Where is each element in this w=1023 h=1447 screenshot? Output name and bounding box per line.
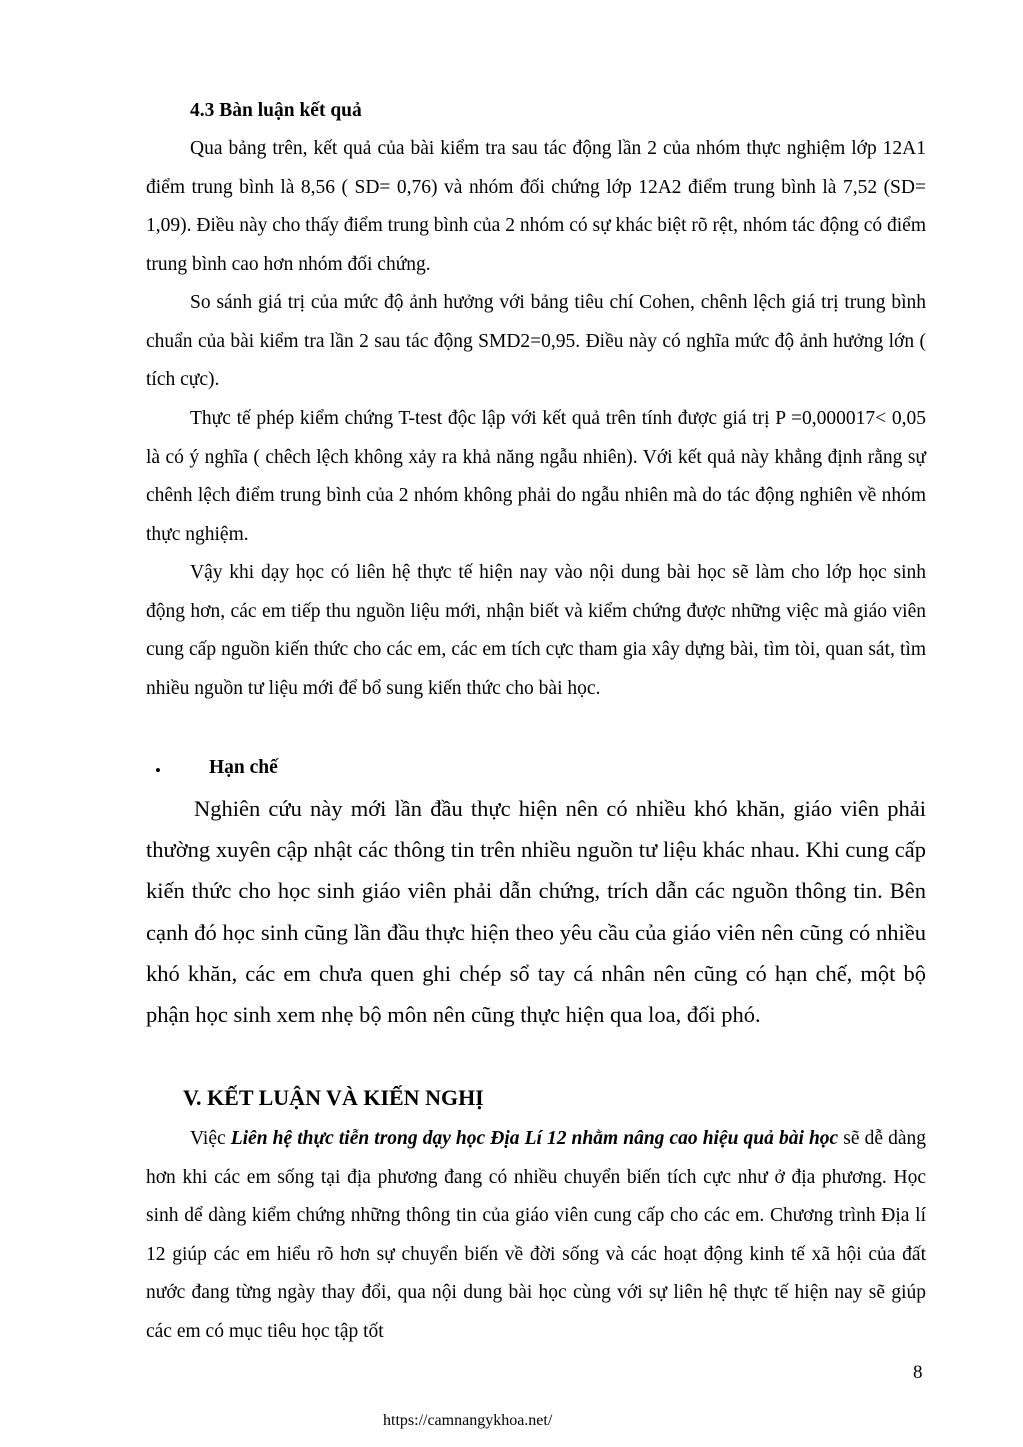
conclusion-text: sẽ dễ dàng hơn khi các em sống tại địa phương đang có nhiều chuyển biến tích cực như ở địa phương. Học sinh dể dàng kiểm chứng những thông tin của giáo viên cung cấp cho các em. Chương trình Địa lí 12 giúp các em hiểu rõ hơn sự chuyển biến về đời sống và các hoạt động kinh tế xã hội của đất nước đang từng ngày thay đổi, qua nội dung bài học cùng với sự liên hệ thực tế hiện nay sẽ giúp các em có mục tiêu học tập tốt — [146, 1128, 926, 1342]
paragraph-summary: Vậy khi dạy học có liên hệ thực tế hiện nay vào nội dung bài học sẽ làm cho lớp học sinh động hơn, các em tiếp thu nguồn liệu mới, nhận biết và kiểm chứng được những việc mà giáo viên cung cấp nguồn kiến thức cho các em, các em tích cực tham gia xây dựng bài, tìm tòi, quan sát, tìm nhiều nguồn tư liệu mới để bổ sung kiến thức cho bài học. — [146, 562, 926, 699]
bullet-point: • — [155, 761, 161, 780]
footer-url[interactable]: https://camnangykhoa.net/ — [383, 1412, 553, 1429]
conclusion-emphasis: Liên hệ thực tiễn trong dạy học Địa Lí 12 nhằm nâng cao hiệu quả bài học — [230, 1128, 839, 1149]
conclusion-heading: V. KẾT LUẬN VÀ KIẾN NGHỊ — [183, 1085, 484, 1110]
paragraph-results: Qua bảng trên, kết quả của bài kiểm tra sau tác động lần 2 của nhóm thực nghiệm lớp 12A1 điểm trung bình là 8,56 ( SD= 0,76) và nhóm đối chứng lớp 12A2 điểm trung bình là 7,52 (SD= 1,09). Điều này cho thấy điểm trung bình của 2 nhóm có sự khác biệt rõ rệt, nhóm tác động có điểm trung bình cao hơn nhóm đối chứng. — [146, 138, 926, 275]
conclusion-lead: Việc — [190, 1128, 231, 1149]
limitations-heading: Hạn chế — [209, 757, 278, 778]
limitations-paragraph: Nghiên cứu này mới lần đầu thực hiện nên có nhiều khó khăn, giáo viên phải thường xuyên cập nhật các thông tin trên nhiều nguồn tư liệu khác nhau. Khi cung cấp kiến thức cho học sinh giáo viên phải dẫn chứng, trích dẫn các nguồn thông tin. Bên cạnh đó học sinh cũng lần đầu thực hiện theo yêu cầu của giáo viên nên cũng có nhiều khó khăn, các em chưa quen ghi chép sổ tay cá nhân nên cũng có hạn chế, một bộ phận học sinh xem nhẹ bộ môn nên cũng thực hiện qua loa, đối phó. — [146, 796, 926, 1028]
conclusion-paragraph — [146, 1120, 926, 1352]
paragraph-cohen: So sánh giá trị của mức độ ảnh hưởng với bảng tiêu chí Cohen, chênh lệch giá trị trung bình chuẩn của bài kiểm tra lần 2 sau tác động SMD2=0,95. Điều này có nghĩa mức độ ảnh hưởng lớn ( tích cực). — [146, 292, 926, 391]
section-heading: 4.3 Bàn luận kết quả — [190, 100, 362, 121]
paragraph-ttest: Thực tế phép kiểm chứng T-test độc lập với kết quả trên tính được giá trị P =0,000017< 0,05 là có ý nghĩa ( chêch lệch không xảy ra khả năng ngẫu nhiên). Với kết quả này khẳng định rằng sự chênh lệch điểm trung bình của 2 nhóm không phải do ngẫu nhiên mà do tác động nghiên về nhóm thực nghiệm. — [146, 408, 926, 545]
page-number: 8 — [913, 1362, 923, 1383]
